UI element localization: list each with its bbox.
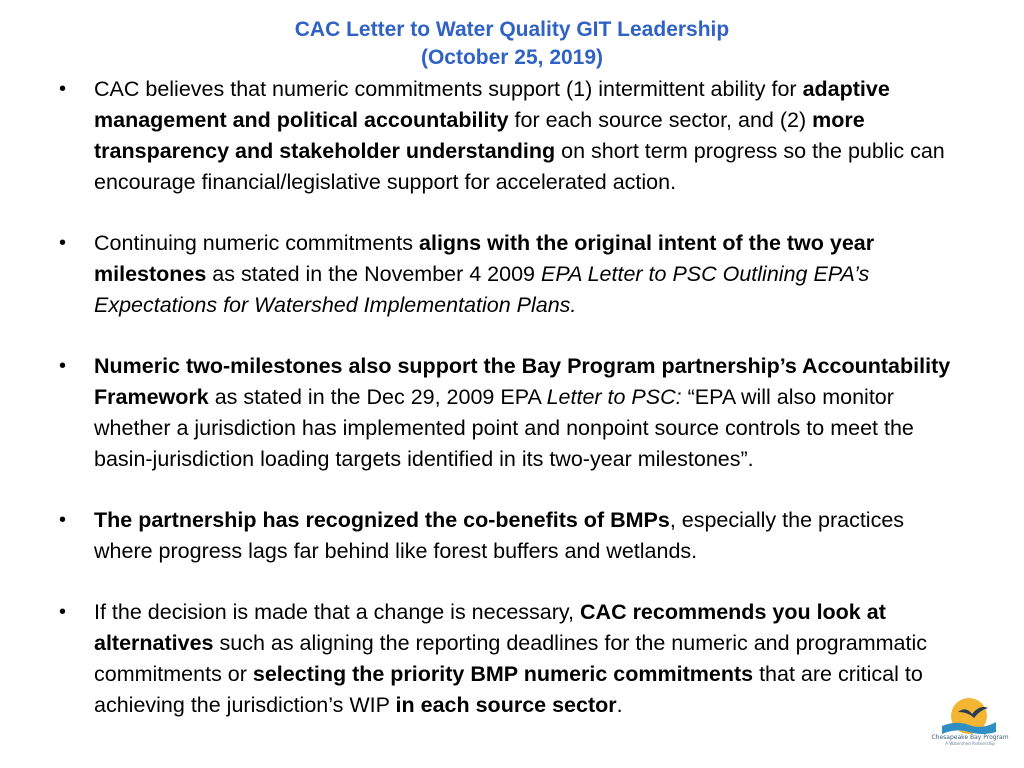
text-segment: adaptive management and political accountability <box>94 77 890 132</box>
bullet-text <box>94 354 950 471</box>
text-segment: for each source sector, and (2) <box>508 108 813 132</box>
text-segment: as stated in the Dec 29, 2009 EPA <box>208 385 547 409</box>
text-segment: on short term progress so the public can encourage financial/legislative support for accelerated action. <box>94 139 945 194</box>
text-segment: “EPA will also monitor whether a jurisdiction has implemented point and nonpoint source controls to meet the basin-jurisdiction loading targets identified in its two-year milestones”. <box>94 385 914 471</box>
logo-name: Chesapeake Bay Program <box>931 734 1009 741</box>
bullet-item <box>56 74 956 198</box>
text-segment: Letter to PSC: <box>546 385 682 409</box>
bullet-item <box>56 228 956 321</box>
bullet-text <box>94 231 874 317</box>
text-segment: If the decision is made that a change is necessary, <box>94 600 581 624</box>
bullet-text <box>94 508 904 563</box>
text-segment: The partnership has recognized the co-benefits of BMPs <box>94 508 670 532</box>
text-segment: CAC believes that numeric commitments support (1) intermittent ability for <box>94 77 803 101</box>
bullet-marker: • <box>59 509 67 531</box>
bullet-text <box>94 77 945 194</box>
title-line-1: CAC Letter to Water Quality GIT Leadership <box>294 18 730 41</box>
text-segment: as stated in the November 4 2009 <box>206 262 541 286</box>
text-segment: . <box>616 693 623 717</box>
text-segment: such as aligning the reporting deadlines for the numeric and programmatic commitments or <box>94 631 927 686</box>
text-segment: aligns with the original intent of the two year milestones <box>94 231 875 286</box>
bullet-item <box>56 505 956 567</box>
logo-caption <box>930 734 1010 746</box>
logo-tagline: A Watershed Partnership <box>945 741 995 746</box>
text-segment: CAC recommends you look at alternatives <box>94 600 886 655</box>
text-segment: selecting the priority BMP numeric commitments <box>252 662 754 686</box>
title-line-2: (October 25, 2019) <box>420 46 604 69</box>
slide-title <box>0 16 1024 72</box>
text-segment: Continuing numeric commitments <box>94 231 420 255</box>
bullet-item <box>56 597 956 721</box>
bullet-text <box>94 600 927 717</box>
text-segment: more transparency and stakeholder understanding <box>94 108 865 163</box>
bullet-item <box>56 351 956 475</box>
text-segment: , especially the practices where progress lags far behind like forest buffers and wetlands. <box>94 508 905 563</box>
text-segment: that are critical to achieving the jurisdiction’s WIP <box>94 662 923 717</box>
bullet-marker: • <box>59 601 67 623</box>
bullet-marker: • <box>59 78 67 100</box>
bullet-list <box>56 74 956 751</box>
text-segment: in each source sector <box>395 693 617 717</box>
text-segment: EPA Letter to PSC Outlining EPA’s Expectations for Watershed Implementation Plans. <box>94 262 870 317</box>
text-segment: Numeric two-milestones also support the Bay Program partnership’s Accountability Framework <box>94 354 951 409</box>
bullet-marker: • <box>59 355 67 377</box>
bullet-marker: • <box>59 232 67 254</box>
